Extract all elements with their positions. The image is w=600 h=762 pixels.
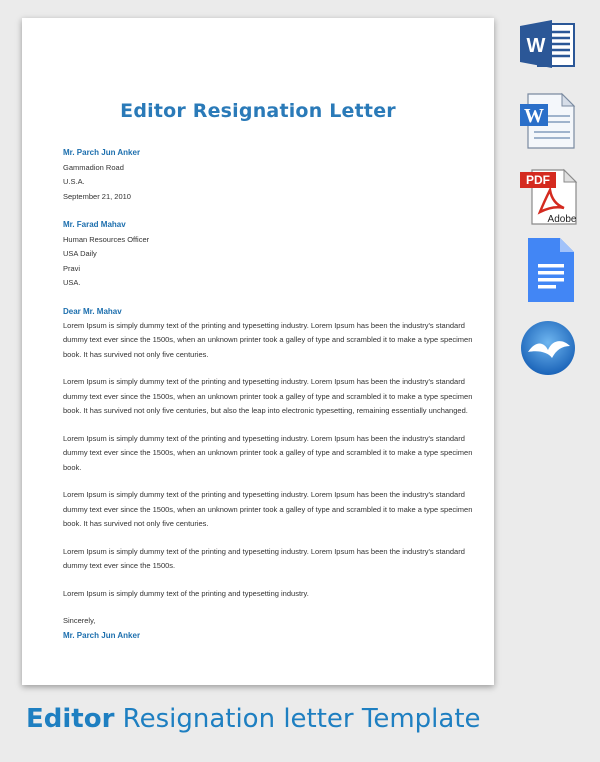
- recipient-address-line: Pravi: [63, 263, 81, 273]
- paragraph-line: book.: [63, 462, 82, 472]
- body-paragraph: [63, 488, 473, 532]
- paragraph-line: Lorem Ipsum is simply dummy text of the printing and typesetting industry.: [63, 588, 309, 598]
- paragraph-line: book. It has survived not only five centuries.: [63, 519, 209, 528]
- paragraph-line: Lorem Ipsum is simply dummy text of the printing and typesetting industry. Lorem Ipsum has been the industry's standard: [63, 377, 465, 386]
- greeting: Dear Mr. Mahav: [63, 306, 122, 316]
- body-paragraph: [63, 432, 473, 476]
- footer-title: [26, 704, 481, 734]
- body-paragraph: [63, 545, 468, 574]
- sender-block: [63, 146, 468, 204]
- recipient-address-line: USA Daily: [63, 249, 97, 258]
- paragraph-line: dummy text ever since the 1500s.: [63, 561, 176, 570]
- letter-date: September 21, 2010: [63, 191, 131, 201]
- word-document-icon[interactable]: [518, 92, 576, 155]
- recipient-address-line: Human Resources Officer: [63, 234, 150, 244]
- word-old-letter: W: [524, 105, 544, 127]
- ms-word-icon[interactable]: [518, 18, 576, 75]
- letter-title: Editor Resignation Letter: [120, 100, 396, 122]
- footer-title-rest: Resignation letter Template: [114, 704, 481, 734]
- paragraph-line: dummy text ever since the 1500s, when an unknown printer took a galley of type and scrambled it to make a type specimen: [63, 391, 473, 401]
- pdf-label: PDF: [526, 173, 550, 187]
- paragraph-line: Lorem Ipsum is simply dummy text of the printing and typesetting industry. Lorem Ipsum has been the industry's standard: [63, 433, 465, 443]
- openoffice-icon[interactable]: [518, 318, 578, 383]
- paragraph-line: Lorem Ipsum is simply dummy text of the printing and typesetting industry. Lorem Ipsum has been the industry's standard: [63, 320, 465, 330]
- body-paragraph: [63, 587, 468, 602]
- pdf-adobe-icon[interactable]: [518, 168, 578, 231]
- footer-title-bold: Editor: [26, 704, 115, 734]
- letter-body: [63, 146, 473, 643]
- recipient-address-line: USA.: [63, 278, 81, 287]
- paragraph-line: dummy text ever since the 1500s, when an unknown printer took a galley of type and scrambled it to make a type specimen: [63, 504, 473, 514]
- sender-address-line: Gammadion Road: [63, 162, 124, 172]
- paragraph-line: Lorem Ipsum is simply dummy text of the printing and typesetting industry. Lorem Ipsum has been the industry's standard: [63, 546, 465, 556]
- paragraph-line: dummy text ever since the 1500s, when an unknown printer took a galley of type and scrambled it to make a type specimen: [63, 335, 473, 344]
- recipient-name: Mr. Farad Mahav: [63, 220, 126, 229]
- word-letter: W: [526, 35, 546, 57]
- google-docs-icon[interactable]: [518, 236, 576, 309]
- sender-address-line: U.S.A.: [63, 177, 85, 186]
- sender-name: Mr. Parch Jun Anker: [63, 148, 141, 157]
- paragraph-line: Lorem Ipsum is simply dummy text of the printing and typesetting industry. Lorem Ipsum has been the industry's standard: [63, 490, 465, 499]
- paragraph-line: book. It has survived not only five centuries.: [63, 349, 209, 359]
- recipient-block: [63, 218, 468, 291]
- letter-page: [22, 18, 494, 685]
- body-paragraph: [63, 319, 473, 363]
- paragraph-line: book. It has survived not only five centuries, but also the leap into electronic typesetting, remaining essentially unchanged.: [63, 406, 468, 415]
- body-paragraph: [63, 375, 473, 419]
- adobe-label: Adobe: [547, 214, 577, 225]
- paragraph-line: dummy text ever since the 1500s, when an unknown printer took a galley of type and scrambled it to make a type specimen: [63, 448, 473, 457]
- closing: Sincerely,: [63, 616, 96, 625]
- signature-name: Mr. Parch Jun Anker: [63, 630, 141, 640]
